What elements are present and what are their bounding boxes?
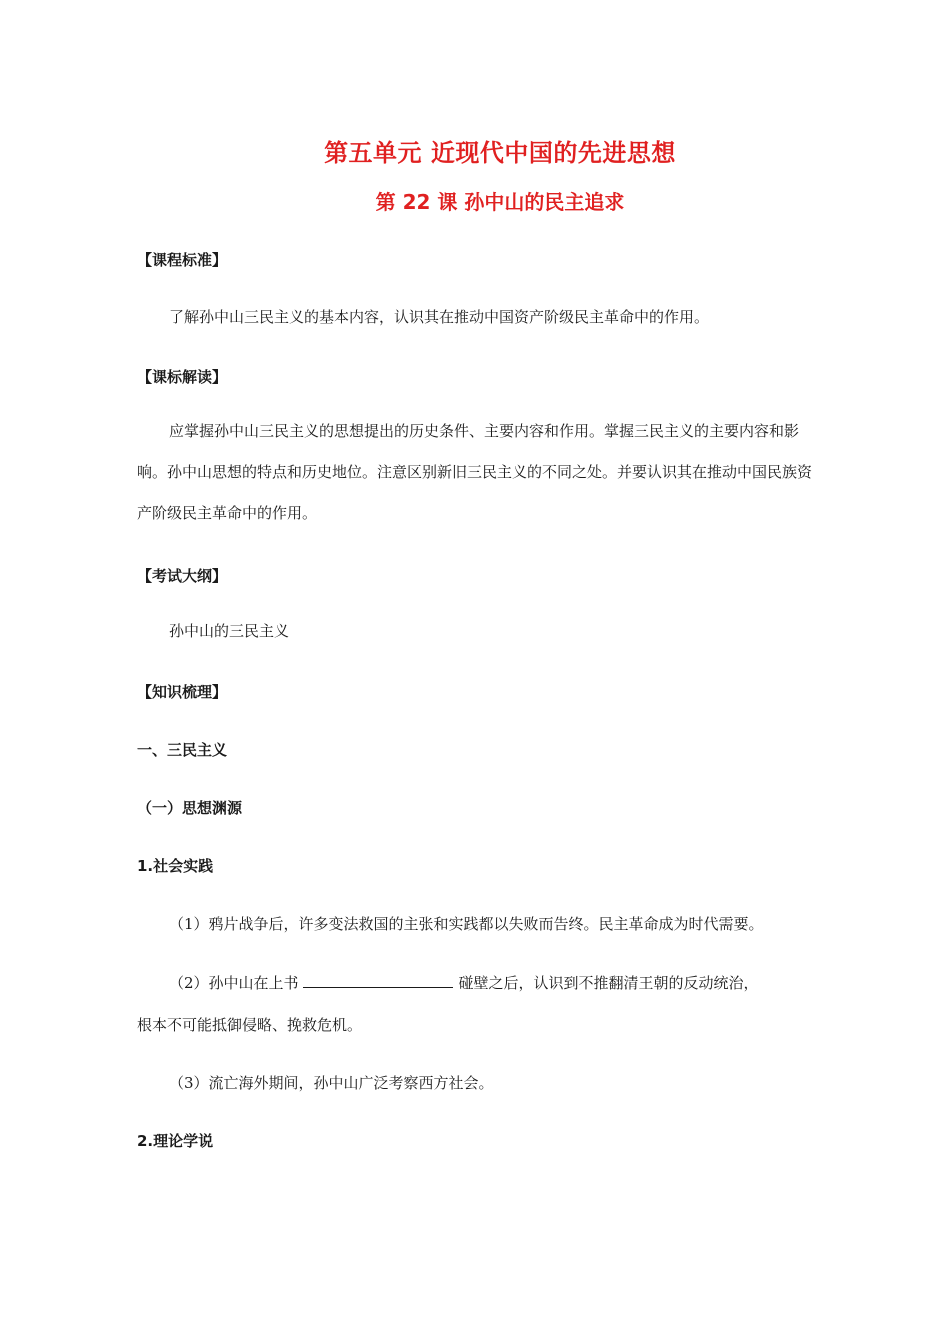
interpret-heading: 【课标解读】: [137, 368, 228, 386]
outline-text: 孙中山的三民主义: [169, 622, 290, 640]
point-2: [169, 972, 759, 993]
point-1: （1）鸦片战争后，许多变法救国的主张和实践都以失败而告终。民主革命成为时代需要。: [169, 915, 764, 933]
standard-heading: 【课程标准】: [137, 251, 228, 269]
outline-heading: 【考试大纲】: [137, 567, 228, 585]
knowledge-heading: 【知识梳理】: [137, 683, 228, 701]
sub1-heading: （一）思想渊源: [137, 799, 243, 817]
fill-in-blank[interactable]: [303, 973, 453, 988]
unit-title: 第五单元 近现代中国的先进思想: [324, 139, 676, 167]
part1-heading: 一、三民主义: [137, 741, 228, 759]
item1-heading: 1.社会实践: [137, 857, 214, 875]
item2-heading: 2.理论学说: [137, 1132, 214, 1150]
point-3: （3）流亡海外期间，孙中山广泛考察西方社会。: [169, 1074, 494, 1092]
interpret-text: 应掌握孙中山三民主义的思想提出的历史条件、主要内容和作用。掌握三民主义的主要内容和影响。孙中山思想的特点和历史地位。注意区别新旧三民主义的不同之处。并要认识其在推动中国民族资产阶级民主革命中的作用。: [137, 422, 813, 522]
lesson-title: 第 22 课 孙中山的民主追求: [375, 190, 625, 214]
point-2-continued: 根本不可能抵御侵略、挽救危机。: [137, 1016, 363, 1034]
point-2-after: 碰壁之后，认识到不推翻清王朝的反动统治，: [458, 974, 759, 992]
point-2-before: （2）孙中山在上书: [169, 974, 299, 992]
standard-text: 了解孙中山三民主义的基本内容，认识其在推动中国资产阶级民主革命中的作用。: [169, 308, 710, 326]
